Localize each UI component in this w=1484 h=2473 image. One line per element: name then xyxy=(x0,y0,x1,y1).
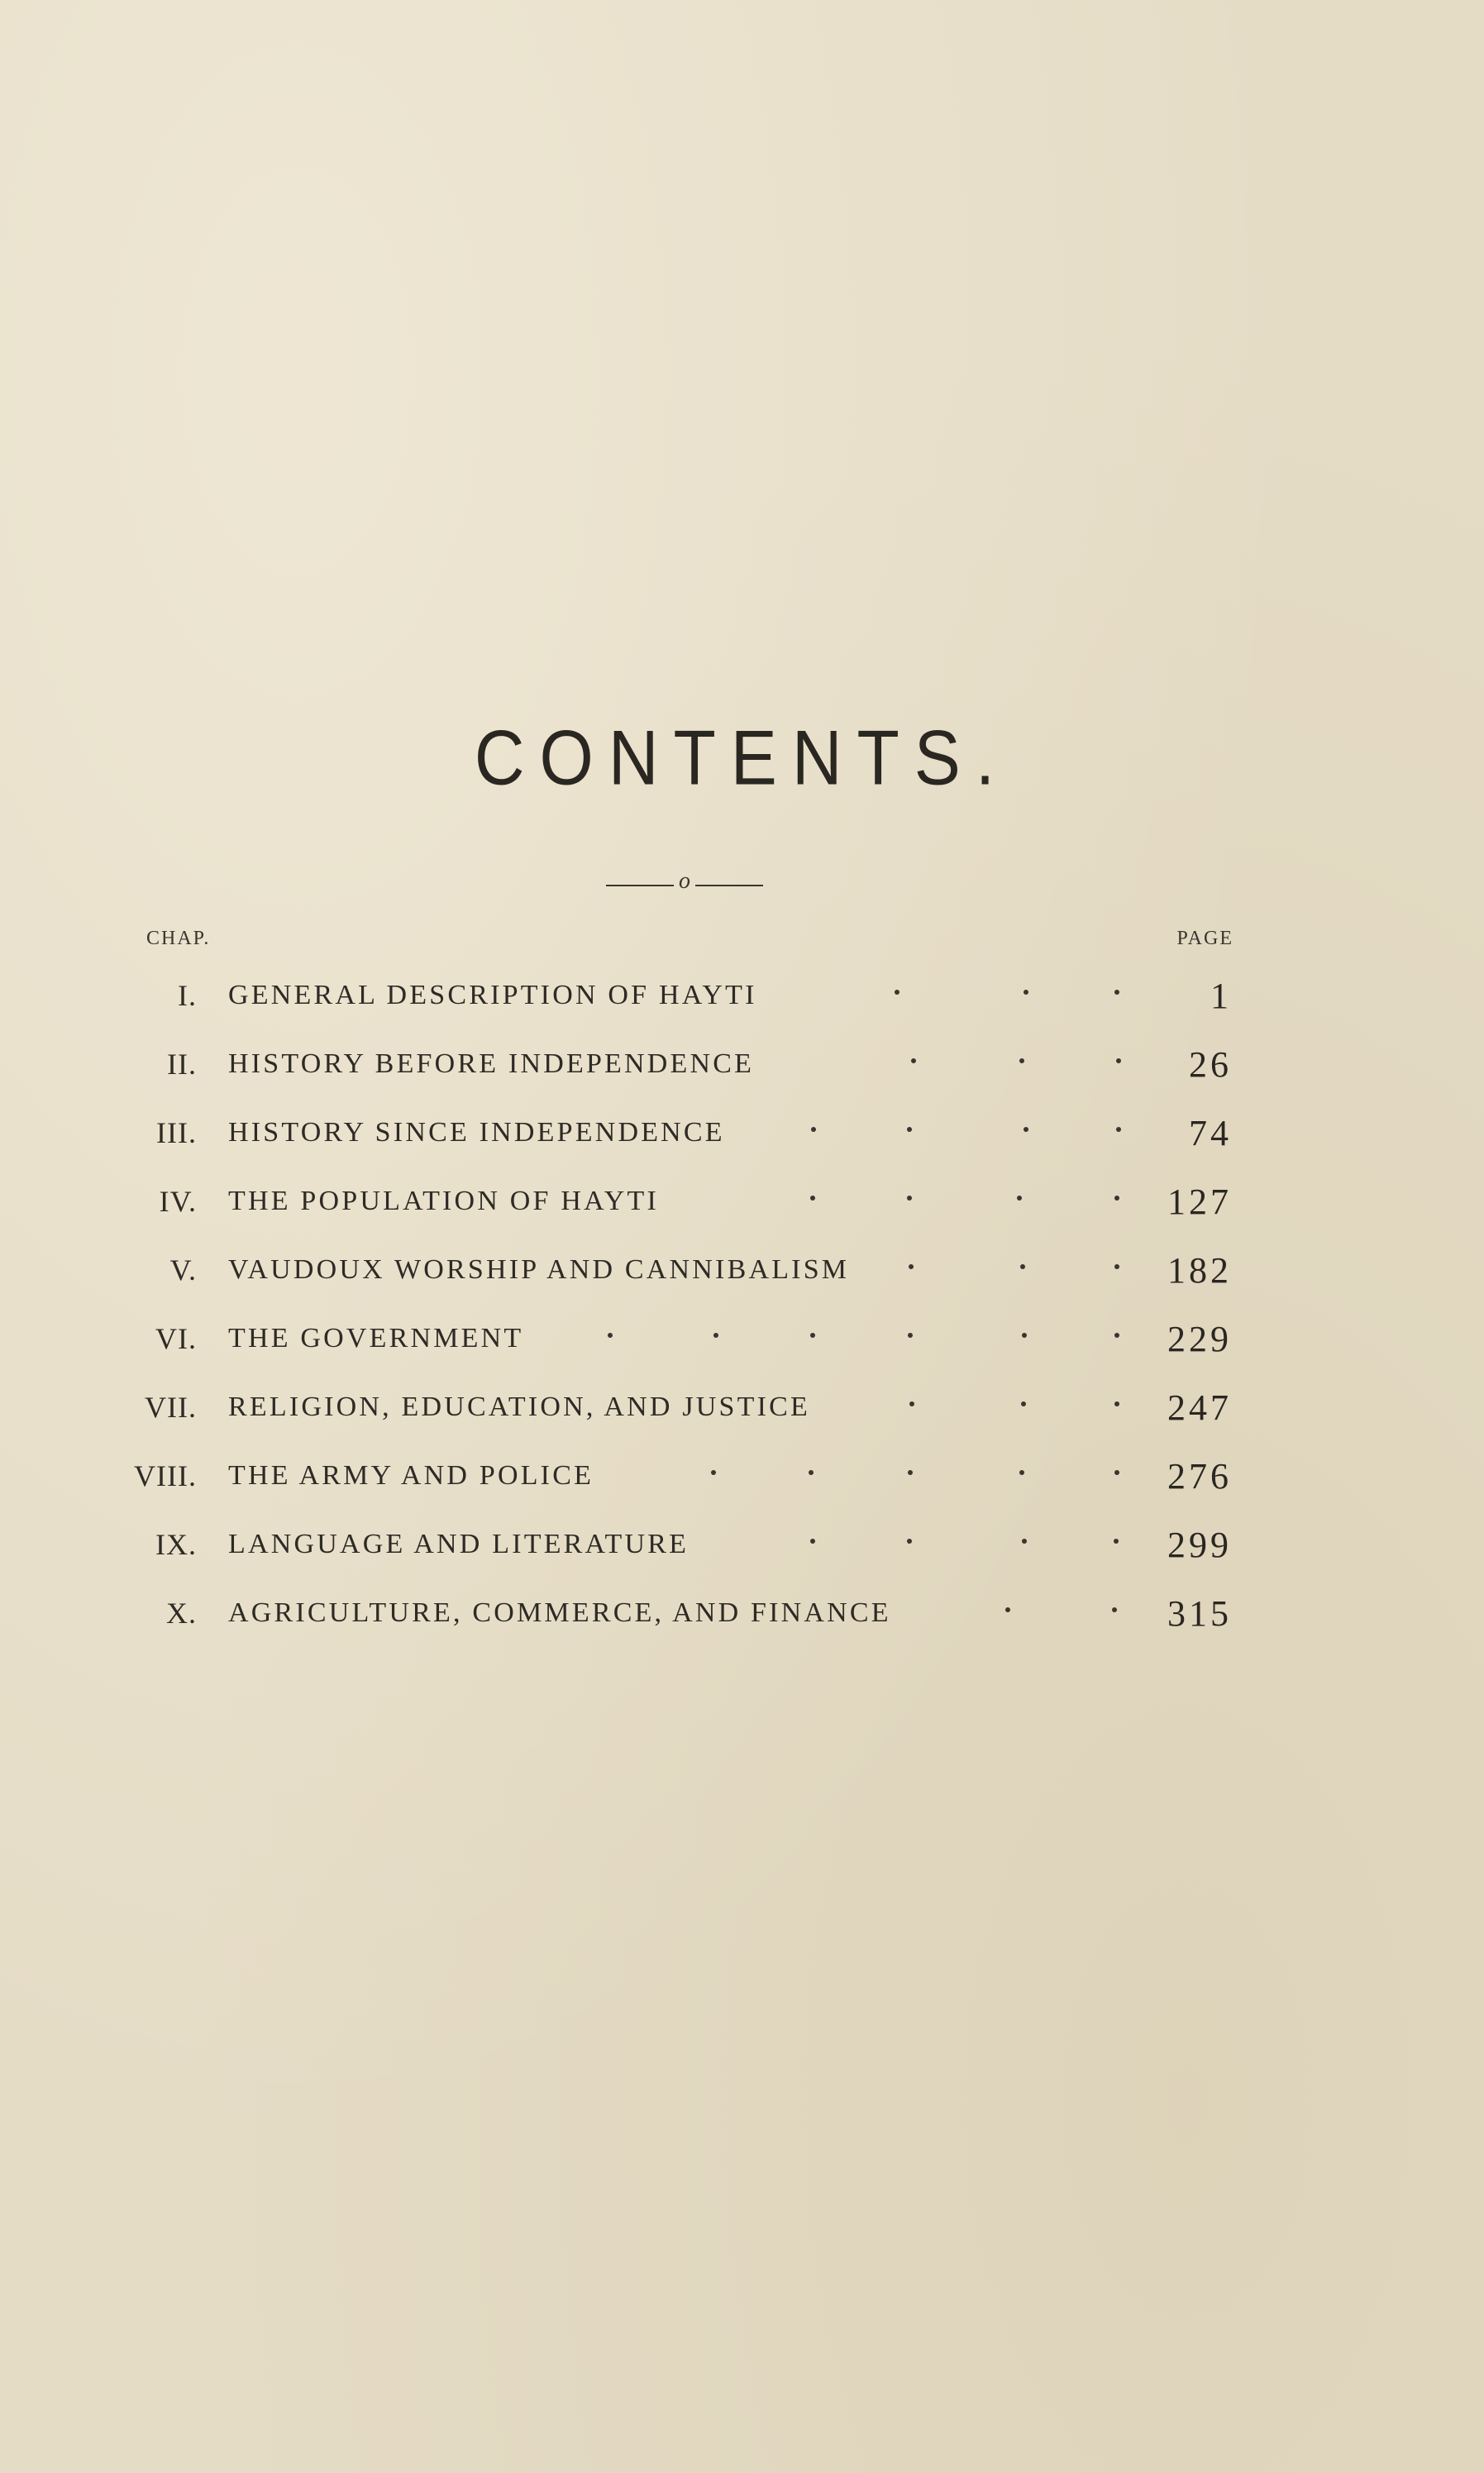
leader-dot xyxy=(1022,1539,1027,1544)
leader-dot xyxy=(1116,1058,1121,1063)
contents-row xyxy=(0,1593,1484,1637)
page-title: CONTENTS. xyxy=(474,714,1010,801)
page-number: 1 xyxy=(1210,976,1232,1016)
chapter-title: HISTORY SINCE INDEPENDENCE xyxy=(228,1117,725,1148)
leader-dot xyxy=(1114,1196,1119,1201)
page-number: 26 xyxy=(1189,1044,1232,1085)
chapter-number: VIII. xyxy=(134,1459,197,1492)
leader-dot xyxy=(1114,1470,1119,1475)
chap-column-header: CHAP. xyxy=(146,928,211,949)
leader-dot xyxy=(908,1470,913,1475)
chapter-number: I. xyxy=(178,979,197,1012)
chapter-title: RELIGION, EDUCATION, AND JUSTICE xyxy=(228,1392,810,1422)
leader-dot xyxy=(809,1470,814,1475)
leader-dot xyxy=(1024,1127,1028,1132)
leader-dot xyxy=(810,1539,815,1544)
leader-dot xyxy=(810,1333,815,1338)
leader-dot xyxy=(907,1539,912,1544)
leader-dot xyxy=(1114,1333,1119,1338)
contents-row xyxy=(0,1250,1484,1294)
leader-dot xyxy=(1114,990,1119,995)
leader-dot xyxy=(1017,1196,1022,1201)
chapter-title: AGRICULTURE, COMMERCE, AND FINANCE xyxy=(228,1597,891,1628)
leader-dot xyxy=(895,990,899,995)
page-number: 276 xyxy=(1167,1456,1232,1497)
leader-dot xyxy=(1020,1264,1025,1269)
chapter-number: IX. xyxy=(155,1528,197,1561)
leader-dot xyxy=(1022,1333,1027,1338)
contents-row xyxy=(0,1387,1484,1431)
page-number: 247 xyxy=(1167,1387,1232,1428)
chapter-title: HISTORY BEFORE INDEPENDENCE xyxy=(228,1048,755,1079)
leader-dot xyxy=(810,1196,815,1201)
chapter-title: VAUDOUX WORSHIP AND CANNIBALISM xyxy=(228,1254,850,1285)
contents-row xyxy=(0,1458,1484,1500)
contents-row xyxy=(0,1321,1484,1363)
contents-row xyxy=(0,1115,1484,1157)
leader-dot xyxy=(1019,1470,1024,1475)
contents-row xyxy=(0,1184,1484,1225)
leader-dot xyxy=(811,1127,816,1132)
ornament-rule-right xyxy=(695,885,763,886)
page-number: 299 xyxy=(1167,1525,1232,1565)
leader-dot xyxy=(1005,1607,1010,1612)
leader-dot xyxy=(1019,1058,1024,1063)
chapter-title: LANGUAGE AND LITERATURE xyxy=(228,1529,690,1559)
chapter-number: VII. xyxy=(145,1391,197,1424)
leader-dot xyxy=(1114,1264,1119,1269)
leader-dot xyxy=(1112,1607,1117,1612)
contents-row xyxy=(0,978,1484,1019)
leader-dot xyxy=(1114,1539,1119,1544)
chapter-number: V. xyxy=(169,1253,197,1287)
leader-dot xyxy=(1114,1401,1119,1406)
page-number: 315 xyxy=(1167,1593,1232,1634)
leader-dot xyxy=(1116,1127,1121,1132)
ornament-rule-left xyxy=(606,885,674,886)
chapter-title: GENERAL DESCRIPTION OF HAYTI xyxy=(228,980,757,1010)
chapter-number: VI. xyxy=(155,1322,197,1355)
page-number: 74 xyxy=(1189,1113,1232,1153)
ornament-mark: o xyxy=(679,868,690,894)
leader-dot xyxy=(711,1470,716,1475)
leader-dot xyxy=(907,1196,912,1201)
page-number: 127 xyxy=(1167,1182,1232,1222)
chapter-number: IV. xyxy=(159,1185,197,1218)
chapter-number: X. xyxy=(166,1597,197,1630)
leader-dot xyxy=(1021,1401,1026,1406)
leader-dot xyxy=(911,1058,916,1063)
chapter-number: II. xyxy=(167,1048,197,1081)
page-column-header: PAGE xyxy=(1176,928,1233,949)
chapter-number: III. xyxy=(156,1116,197,1149)
leader-dot xyxy=(907,1127,912,1132)
leader-dot xyxy=(909,1264,914,1269)
leader-dot xyxy=(909,1401,914,1406)
page-number: 229 xyxy=(1167,1319,1232,1359)
leader-dot xyxy=(1024,990,1028,995)
leader-dot xyxy=(608,1333,613,1338)
page-number: 182 xyxy=(1167,1250,1232,1291)
leader-dot xyxy=(713,1333,718,1338)
leader-dot xyxy=(908,1333,913,1338)
contents-row xyxy=(0,1044,1484,1088)
chapter-title: THE ARMY AND POLICE xyxy=(228,1460,594,1491)
chapter-title: THE POPULATION OF HAYTI xyxy=(228,1186,659,1216)
contents-row xyxy=(0,1527,1484,1568)
chapter-title: THE GOVERNMENT xyxy=(228,1323,524,1353)
title-ornament xyxy=(606,868,763,896)
